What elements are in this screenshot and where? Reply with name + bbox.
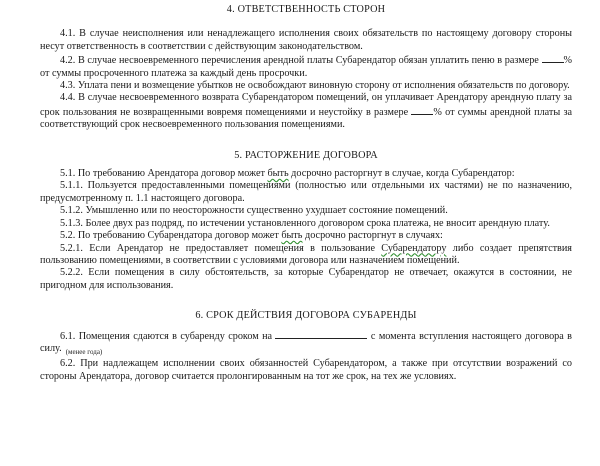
clause-5-1-1: 5.1.1. Пользуется предоставленными помещениями (полностью или отдельными их частями) не по назначению, предусмотренному п. 1.1 настоящего договора. [40,180,572,204]
clause-5-2 [40,230,572,242]
section-4-title: 4. ОТВЕТСТВЕННОСТЬ СТОРОН [226,4,386,15]
clause-5-1-text-a: 5.1. По требованию Арендатора договор может [60,168,268,180]
clause-4-1: 4.1. В случае неисполнения или ненадлежащего исполнения своих обязательств по настоящему договору стороны несут ответственность в соответствии с действующим законодательством. [40,28,572,52]
clause-5-1-2: 5.1.2. Умышленно или по неосторожности существенно ухудшает состояние помещений. [60,205,448,217]
clause-4-4-text-b: % от суммы арендной платы за соответствующий срок несвоевременного пользования помещениями. [40,106,573,131]
clause-4-4-text-a: 4.4. В случае несвоевременного возврата Субарендатором помещений, он уплачивает Арендатору арендную плату за срок пользования не возвращенными вовремя помещениями и неустойку в размере [40,92,572,118]
clause-5-1-text-b: досрочно расторгнут в случае, когда Субарендатор: [288,168,515,180]
clause-4-2-text-b: % от суммы просроченного платежа за каждый день просрочки. [40,55,572,79]
clause-5-2-flagged-word: быть [281,230,303,242]
clause-4-4 [40,92,572,131]
clause-5-2-1-text-a: 5.2.1. Если Арендатор не предоставляет помещения в пользование [60,242,382,254]
clause-5-1 [40,168,572,180]
clause-4-2 [40,53,572,80]
clause-5-2-text-a: 5.2. По требованию Субарендатора договор может [60,230,282,242]
clause-5-2-1-text-b: либо создает препятствия пользованию помещениями, в соответствии с условиями договора или назначением помещений. [40,242,572,266]
term-note: (менее года) [65,347,103,356]
clause-5-2-1-flagged-word: Субарендатору [381,242,447,254]
clause-6-2: 6.2. При надлежащем исполнении своих обязанностей Субарендатором, а также при отсутствии возражений со стороны Арендатора, договор считается пролонгированным на тот же срок, на тех же условиях. [40,358,572,382]
clause-4-2-text-a: 4.2. В случае несвоевременного перечисления арендной платы Субарендатор обязан уплатить пеню в размере [60,55,542,67]
clause-6-1 [40,329,572,359]
clause-5-2-text-b: досрочно расторгнут в случаях: [302,230,443,242]
clause-5-2-1 [40,243,572,268]
clause-4-3: 4.3. Уплата пени и возмещение убытков не освобождают виновную сторону от исполнения обязательств по договору. [60,80,570,92]
clause-5-1-3: 5.1.3. Более двух раз подряд, по истечении установленного договором срока платежа, не вносит арендную плату. [60,217,550,229]
clause-6-1-text-a: 6.1. Помещения сдаются в субаренду сроком на [60,330,276,342]
penalty-percent-blank [542,53,564,63]
clause-6-1-text-b: с момента вступления настоящего договора в силу. [40,330,572,354]
term-blank [275,329,367,339]
clause-5-1-flagged-word: быть [267,168,289,180]
section-5-title: 5. РАСТОРЖЕНИЕ ДОГОВОРА [234,149,378,161]
forfeit-percent-blank [411,105,433,115]
clause-5-2-2: 5.2.2. Если помещения в силу обстоятельств, за которые Субарендатор не отвечает, окажутся в состоянии, не пригодном для использования. [40,267,572,291]
section-6-title: 6. СРОК ДЕЙСТВИЯ ДОГОВОРА СУБАРЕНДЫ [195,310,417,322]
